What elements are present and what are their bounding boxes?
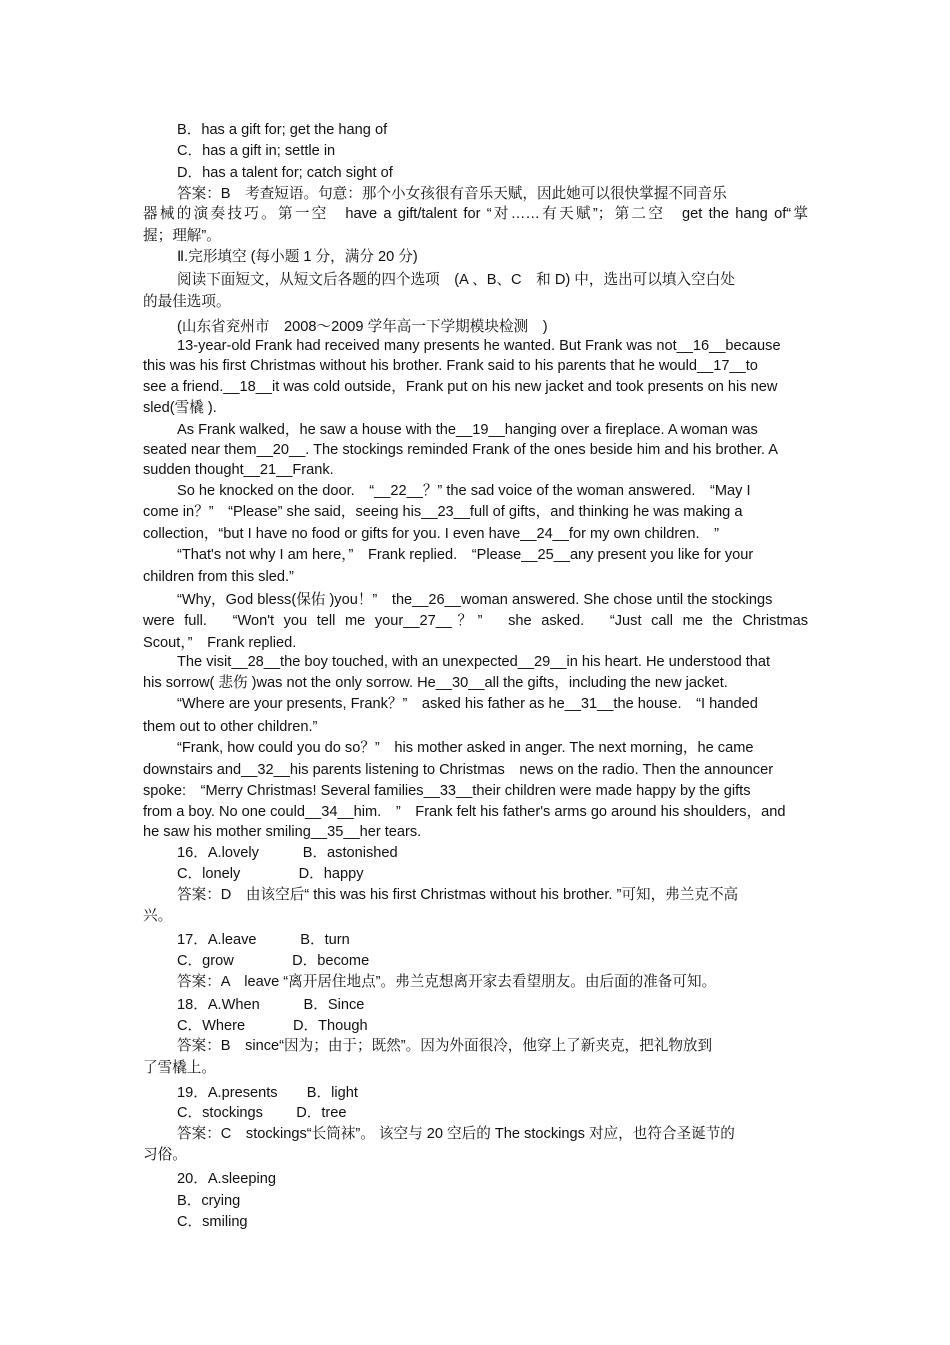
text-line: C．stockings D．tree — [177, 1105, 347, 1121]
text-line: C．Where D．Though — [177, 1018, 368, 1034]
text-line: 答案：D 由该空后“ this was his first Christmas without his brother. ”可知，弗兰克不高 — [177, 887, 739, 903]
text-line: seated near them__20__. The stockings reminded Frank of the ones beside him and his brother. A — [143, 442, 778, 458]
text-line: The visit__28__the boy touched, with an unexpected__29__in his heart. He understood that — [177, 654, 771, 670]
text-line: downstairs and__32__his parents listening to Christmas news on the radio. Then the announcer — [143, 762, 774, 778]
text-line: 17．A.leave B．turn — [177, 932, 350, 948]
text-line: So he knocked on the door. “__22__？” the sad voice of the woman answered. “May I — [177, 483, 751, 499]
text-line: his sorrow( 悲伤 )was not the only sorrow. He__30__all the gifts，including the new jacket. — [143, 675, 728, 691]
text-line: As Frank walked，he saw a house with the__19__hanging over a fireplace. A woman was — [177, 422, 758, 438]
text-line: he saw his mother smiling__35__her tears. — [143, 824, 422, 840]
text-line: come in？” “Please” she said，seeing his__23__full of gifts，and thinking he was making a — [143, 504, 743, 520]
text-line: D．has a talent for; catch sight of — [177, 165, 393, 181]
text-line: them out to other children.” — [143, 719, 318, 735]
text-line: were full. “Won't you tell me your__27__？” she asked. “Just call me the Christmas — [143, 613, 808, 629]
text-line: Ⅱ.完形填空 (每小题 1 分，满分 20 分) — [177, 249, 418, 265]
text-line: 20．A.sleeping — [177, 1171, 276, 1187]
text-line: (山东省兖州市 2008～2009 学年高一下学期模块检测 ) — [177, 319, 548, 335]
text-line: 13-year-old Frank had received many presents he wanted. But Frank was not__16__because — [177, 338, 781, 354]
text-line: from a boy. No one could__34__him. ” Frank felt his father's arms go around his shoulders，and — [143, 804, 786, 820]
text-line: C．grow D．become — [177, 953, 370, 969]
text-line: 答案：B since“因为；由于；既然”。因为外面很冷，他穿上了新夹克，把礼物放到 — [177, 1038, 713, 1054]
text-line: 习俗。 — [143, 1147, 187, 1163]
text-line: 答案：B 考查短语。句意：那个小女孩很有音乐天赋，因此她可以很快掌握不同音乐 — [177, 186, 727, 202]
text-line: 握；理解”。 — [143, 228, 221, 244]
text-line: 16．A.lovely B．astonished — [177, 845, 398, 861]
text-line: Scout，” Frank replied. — [143, 635, 297, 651]
text-line: C．smiling — [177, 1214, 248, 1230]
text-line: 答案：A leave “离开居住地点”。弗兰克想离开家去看望朋友。由后面的准备可知。 — [177, 974, 717, 990]
text-line: “Where are your presents, Frank？” asked his father as he__31__the house. “I handed — [177, 696, 758, 712]
text-line: “Frank, how could you do so？” his mother asked in anger. The next morning，he came — [177, 740, 754, 756]
text-line: 的最佳选项。 — [143, 294, 231, 310]
text-line: sled(雪橇 ). — [143, 400, 217, 416]
text-line: C．has a gift in; settle in — [177, 143, 336, 159]
text-line: sudden thought__21__Frank. — [143, 462, 334, 478]
text-line: this was his first Christmas without his brother. Frank said to his parents that he would__17__to — [143, 358, 758, 374]
text-line: C．lonely D．happy — [177, 866, 364, 882]
text-line: see a friend.__18__it was cold outside，Frank put on his new jacket and took presents on his new — [143, 379, 778, 395]
text-line: 阅读下面短文，从短文后各题的四个选项 (A 、B、C 和 D) 中，选出可以填入空白处 — [177, 272, 735, 288]
text-line: 答案：C stockings“长筒袜”。 该空与 20 空后的 The stockings 对应，也符合圣诞节的 — [177, 1126, 735, 1142]
text-line: 了雪橇上。 — [143, 1060, 216, 1076]
text-line: “That's not why I am here，” Frank replied. “Please__25__any present you like for your — [177, 547, 754, 563]
text-line: spoke: “Merry Christmas! Several families__33__their children were made happy by the gifts — [143, 783, 751, 799]
text-line: 兴。 — [143, 908, 173, 924]
text-line: children from this sled.” — [143, 569, 294, 585]
text-line: B．crying — [177, 1193, 241, 1209]
text-line: collection，“but I have no food or gifts for you. I even have__24__for my own children. ” — [143, 526, 719, 542]
text-line: 器械的演奏技巧。第一空 have a gift/talent for “对……有天赋”；第二空 get the hang of“掌 — [143, 206, 808, 222]
text-line: 18．A.When B．Since — [177, 997, 365, 1013]
text-line: 19．A.presents B．light — [177, 1085, 358, 1101]
text-line: B．has a gift for; get the hang of — [177, 122, 388, 138]
text-line: “Why，God bless(保佑 )you！” the__26__woman answered. She chose until the stockings — [177, 592, 773, 608]
